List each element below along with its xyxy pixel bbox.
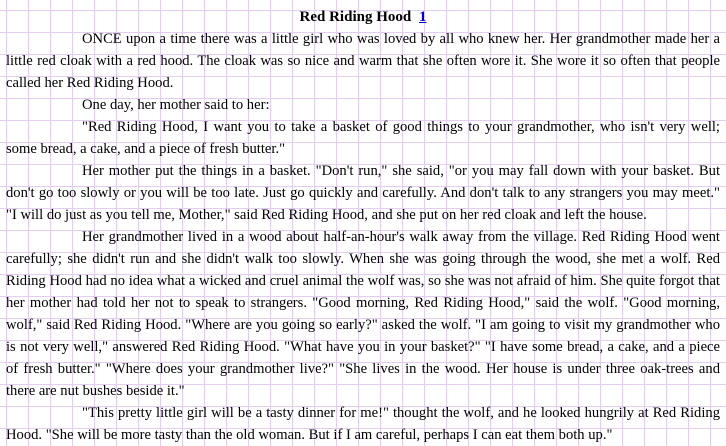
paragraph-6: "This pretty little girl will be a tasty dinner for me!" thought the wolf, and he looked hungrily at Red Riding Hood. "She will be more tasty than the old woman. But if I am careful, perhaps I can eat them both up." — [6, 405, 720, 443]
story-title — [6, 6, 720, 28]
paragraph-5: Her grandmother lived in a wood about half-an-hour's walk away from the village. Red Riding Hood went carefully; she didn't run and she didn't walk too slowly. When she was going through the wood, she met a wolf. Red Riding Hood had no idea what a wicked and cruel animal the wolf was, so she was not afraid of him. She quite forgot that her mother had told her not to speak to strangers. "Good morning, Red Riding Hood," said the wolf. "Good morning, wolf," said Red Riding Hood. "Where are you going so early?" asked the wolf. "I am going to visit my grandmother who is not very well," answered Red Riding Hood. "What have you in your basket?" "I have some bread, a cake, and a piece of fresh butter." "Where does your grandmother live?" "She lives in the wood. Her house is under three oak-trees and there are nut bushes beside it." — [6, 229, 720, 399]
story-page — [6, 0, 720, 446]
paragraph-4: Her mother put the things in a basket. "Don't run," she said, "or you may fall down with your basket. But don't go too slowly or you will be too late. Just go quickly and carefully. And don't talk to any strangers you may meet." "I will do just as you tell me, Mother," said Red Riding Hood, and she put on her red cloak and left the house. — [6, 163, 720, 223]
paragraph-1: ONCE upon a time there was a little girl who was loved by all who knew her. Her grandmother made her a little red cloak with a red hood. The cloak was so nice and warm that she often wore it. She wore it so often that people called her Red Riding Hood. — [6, 31, 720, 91]
title-text: Red Riding Hood — [299, 9, 412, 25]
footnote-link[interactable]: 1 — [418, 9, 427, 25]
paragraph-3: "Red Riding Hood, I want you to take a basket of good things to your grandmother, who isn't very well; some bread, a cake, and a piece of fresh butter." — [6, 119, 720, 157]
paragraph-2: One day, her mother said to her: — [82, 97, 270, 113]
